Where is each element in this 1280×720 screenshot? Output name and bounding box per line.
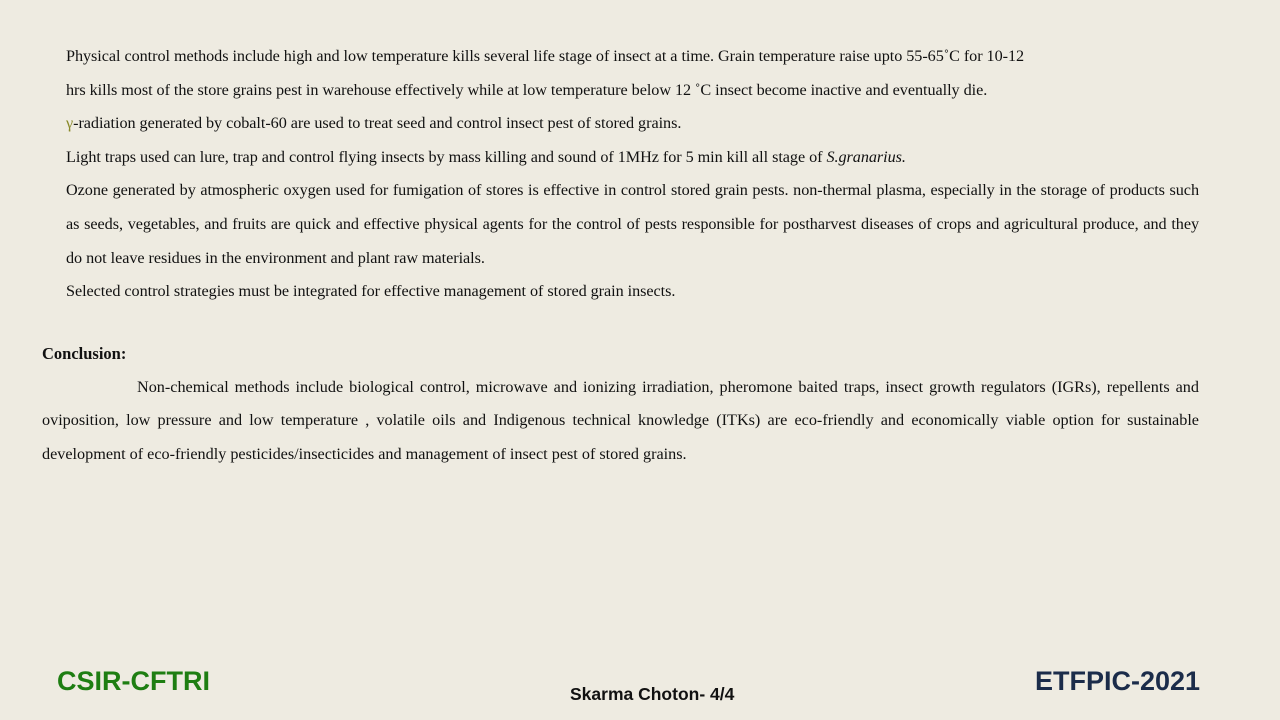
gamma-symbol: γ xyxy=(66,114,74,133)
footer-event: ETFPIC-2021 xyxy=(1035,666,1201,696)
species-name: S.granarius. xyxy=(826,147,906,166)
footer-organization: CSIR-CFTRI xyxy=(57,666,210,696)
conclusion-heading: Conclusion: xyxy=(42,344,127,363)
light-traps-text: Light traps used can lure, trap and control flying insects by mass killing and sound of 1MHz for 5 min kill all stage of xyxy=(66,147,827,166)
physical-control-section xyxy=(66,40,1199,309)
paragraph-physical-control-line1: Physical control methods include high and low temperature kills several life stage of insect at a time. Grain temperature raise upto 55-65˚C for 10-12 xyxy=(66,47,1025,65)
paragraph-physical-control-line2: hrs kills most of the store grains pest in warehouse effectively while at low temperature below 12 ˚C insect become inactive and eventually die. xyxy=(66,80,988,99)
paragraph-gamma-radiation xyxy=(66,107,1199,141)
paragraph-integrated-strategies: Selected control strategies must be integrated for effective management of stored grain insects. xyxy=(66,282,676,301)
conclusion-paragraph: Non-chemical methods include biological control, microwave and ionizing irradiation, pheromone baited traps, insect growth regulators (IGRs), repellents and oviposition, low pressure and low temperature , volatile oils and Indigenous technical knowledge (ITKs) are eco-friendly and economically viable option for sustainable development of eco-friendly pesticides/insecticides and management of insect pest of stored grains. xyxy=(42,377,1199,463)
paragraph-light-traps xyxy=(66,141,1199,175)
paragraph-ozone-plasma: Ozone generated by atmospheric oxygen used for fumigation of stores is effective in control stored grain pests. non-thermal plasma, especially in the storage of products such as seeds, vegetables, and fruits are quick and effective physical agents for the control of pests responsible for postharvest diseases of crops and agricultural produce, and they do not leave residues in the environment and plant raw materials. xyxy=(66,181,1199,267)
gamma-radiation-text: -radiation generated by cobalt-60 are used to treat seed and control insect pest of stored grains. xyxy=(73,114,682,133)
conclusion-section xyxy=(42,337,1199,471)
footer-author-page: Skarma Choton- 4/4 xyxy=(570,684,735,704)
